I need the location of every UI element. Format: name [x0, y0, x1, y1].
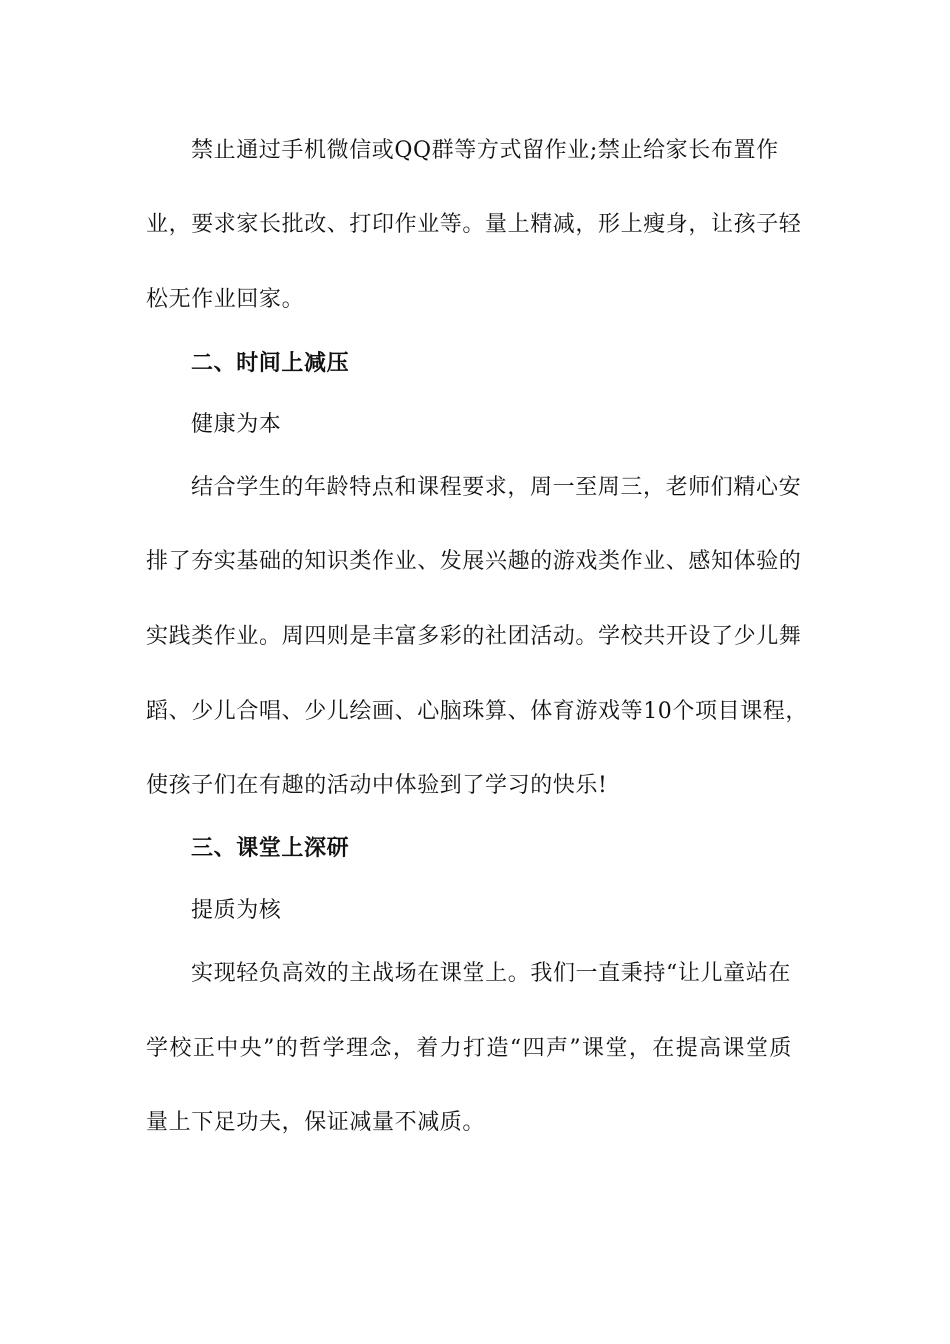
paragraph-2-line-3: 实践类作业。周四则是丰富多彩的社团活动。学校共开设了少儿舞: [146, 624, 802, 649]
paragraph-3-line-2: 学校正中央”的哲学理念，着力打造“四声”课堂，在提高课堂质: [146, 1036, 792, 1061]
paragraph-2-line-5: 使孩子们在有趣的活动中体验到了学习的快乐!: [146, 773, 608, 798]
section-subheading-3: 提质为核: [191, 898, 282, 923]
paragraph-1-line-2: 业，要求家长批改、打印作业等。量上精减，形上瘦身，让孩子轻: [146, 212, 802, 237]
paragraph-2-line-1: 结合学生的年龄特点和课程要求，周一至周三，老师们精心安: [191, 475, 802, 500]
paragraph-3-line-3: 量上下足功夫，保证减量不减质。: [146, 1110, 486, 1135]
paragraph-3-line-1: 实现轻负高效的主战场在课堂上。我们一直秉持“让儿童站在: [191, 961, 791, 986]
paragraph-1-line-1: 禁止通过手机微信或QQ群等方式留作业;禁止给家长布置作: [191, 138, 779, 163]
section-subheading-2: 健康为本: [191, 412, 282, 437]
paragraph-1-line-3: 松无作业回家。: [146, 287, 305, 312]
section-heading-3: 三、课堂上深研: [191, 836, 350, 861]
paragraph-2-line-2: 排了夯实基础的知识类作业、发展兴趣的游戏类作业、感知体验的: [146, 549, 802, 574]
paragraph-2-line-4: 蹈、少儿合唱、少儿绘画、心脑珠算、体育游戏等10个项目课程，: [146, 699, 808, 724]
section-heading-2: 二、时间上减压: [191, 351, 350, 376]
